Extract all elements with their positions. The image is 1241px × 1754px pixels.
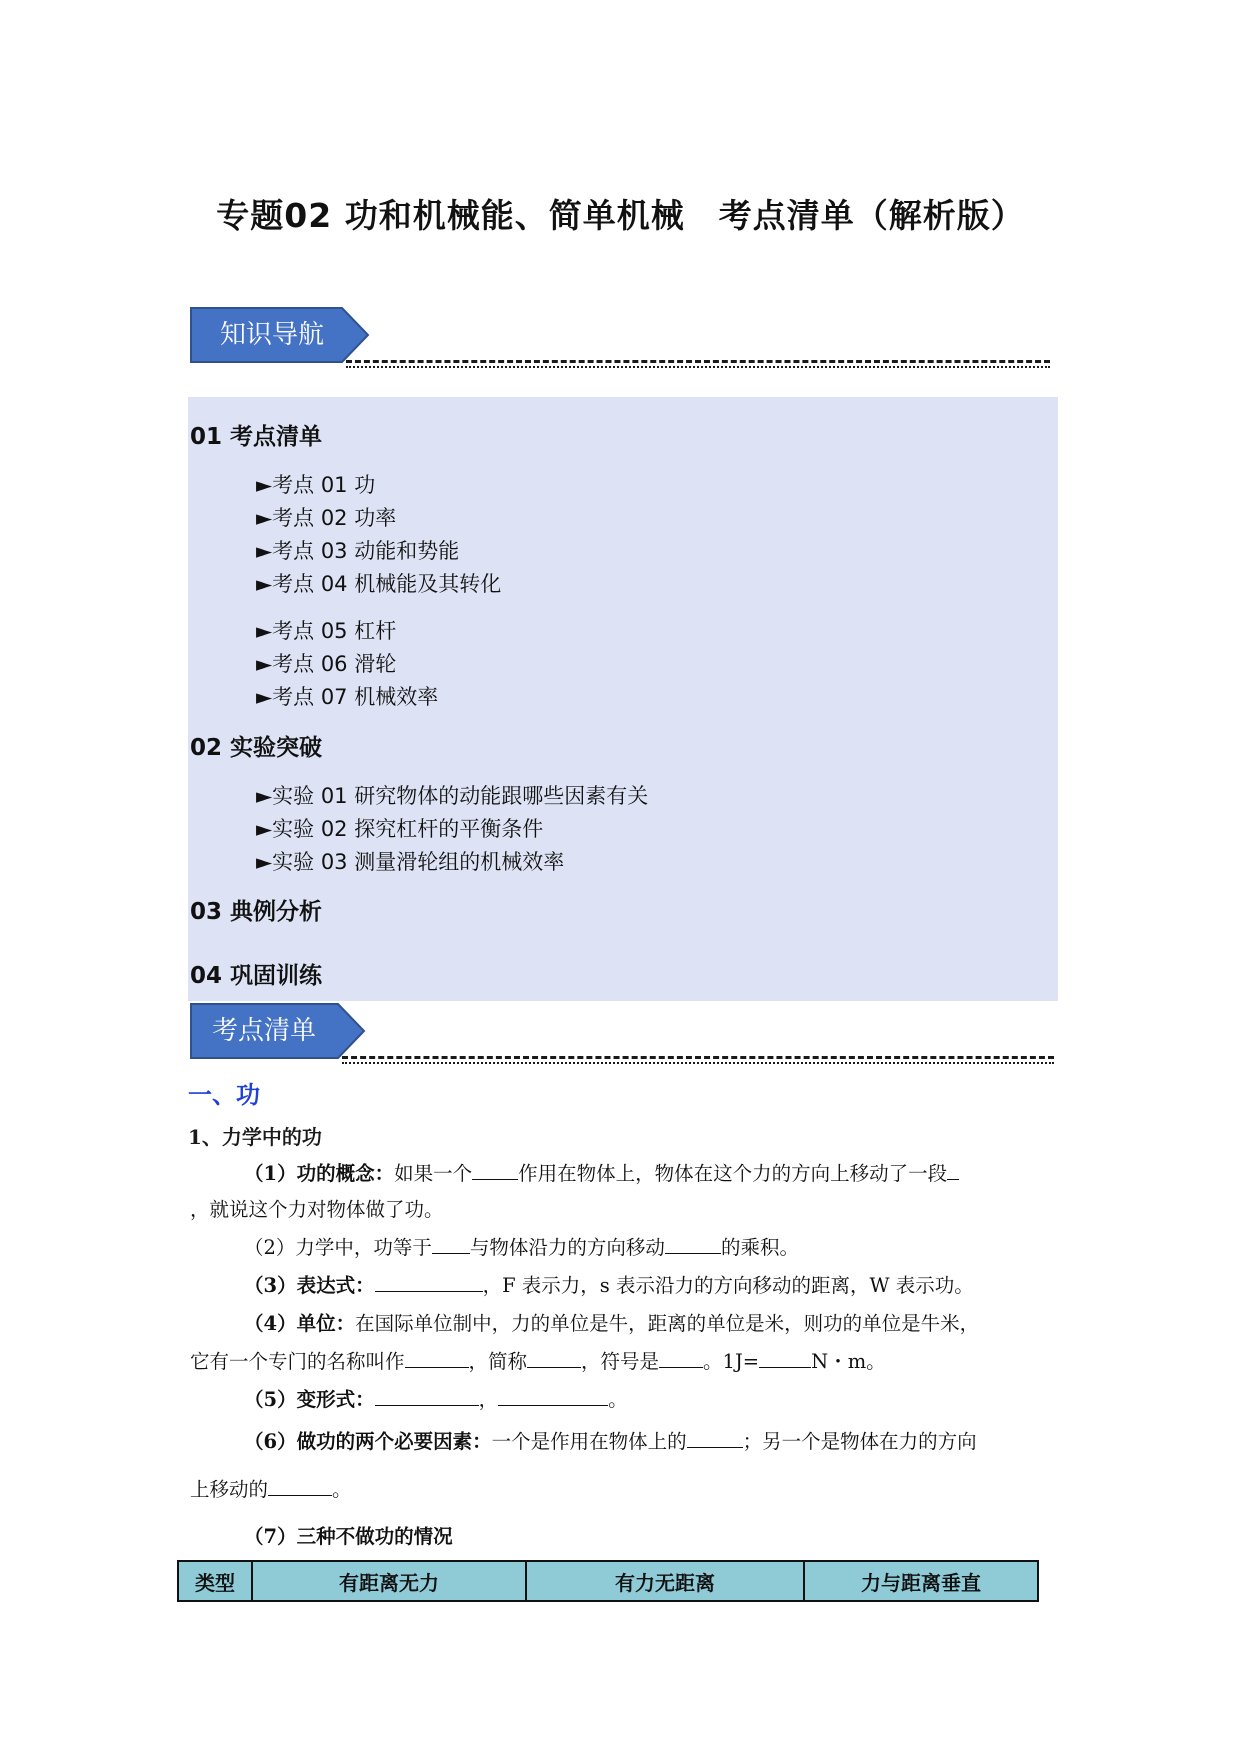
banner-divider xyxy=(346,360,1050,363)
nav-item: ►实验 02 探究杠杆的平衡条件 xyxy=(256,817,544,841)
term-label: （4）单位： xyxy=(244,1312,356,1335)
fill-blank[interactable] xyxy=(375,1290,483,1292)
term-label: （6）做功的两个必要因素： xyxy=(244,1430,492,1453)
nav-section-1: 01 考点清单 xyxy=(190,424,323,450)
nav-item: ►考点 02 功率 xyxy=(256,506,397,530)
fill-blank[interactable] xyxy=(759,1366,811,1368)
nav-item: ►实验 03 测量滑轮组的机械效率 xyxy=(256,850,565,874)
text: ，符号是 xyxy=(581,1350,660,1373)
section-banner-nav xyxy=(190,307,370,363)
fill-blank[interactable] xyxy=(432,1252,470,1254)
nav-item: ►考点 05 杠杆 xyxy=(256,619,397,643)
banner-label: 知识导航 xyxy=(220,320,325,350)
term-label: （1）功的概念： xyxy=(244,1162,395,1185)
text: ；另一个是物体在力的方向 xyxy=(742,1430,977,1453)
text: ， xyxy=(478,1388,499,1411)
nav-item: ►考点 03 动能和势能 xyxy=(256,539,460,563)
table-header-cell: 有力无距离 xyxy=(526,1561,804,1601)
paragraph-7: （7）三种不做功的情况 xyxy=(244,1525,453,1548)
text: 在国际单位制中，力的单位是牛，距离的单位是米，则功的单位是牛米， xyxy=(355,1312,980,1335)
banner-divider-dots xyxy=(342,1062,1054,1064)
section-heading: 一、功 xyxy=(188,1081,260,1109)
text: 。1J= xyxy=(703,1350,760,1373)
paragraph-1-cont: ，就说这个力对物体做了功。 xyxy=(190,1198,444,1221)
fill-blank[interactable] xyxy=(659,1366,703,1368)
nav-item: ►考点 06 滑轮 xyxy=(256,652,397,676)
fill-blank[interactable] xyxy=(405,1366,469,1368)
nav-section-2: 02 实验突破 xyxy=(190,735,323,761)
section-banner-list xyxy=(190,1003,366,1059)
fill-blank[interactable] xyxy=(472,1178,518,1180)
nav-item: ►考点 07 机械效率 xyxy=(256,685,439,709)
banner-label: 考点清单 xyxy=(212,1016,317,1046)
fill-blank[interactable] xyxy=(947,1178,959,1180)
fill-blank[interactable] xyxy=(268,1494,332,1496)
no-work-cases-table xyxy=(177,1560,1039,1602)
term-label: （5）变形式： xyxy=(244,1388,375,1411)
text: 的乘积。 xyxy=(720,1236,799,1259)
text: 它有一个专门的名称叫作 xyxy=(190,1350,405,1373)
text: 如果一个 xyxy=(394,1162,473,1185)
table-header-row xyxy=(178,1561,1038,1601)
nav-item: ►实验 01 研究物体的动能跟哪些因素有关 xyxy=(256,784,649,808)
table-header-cell: 类型 xyxy=(178,1561,252,1601)
fill-blank[interactable] xyxy=(375,1404,479,1406)
nav-item: ►考点 01 功 xyxy=(256,473,376,497)
nav-item: ►考点 04 机械能及其转化 xyxy=(256,572,502,596)
text: N・m。 xyxy=(811,1350,886,1373)
text: ，F 表示力，s 表示沿力的方向移动的距离，W 表示功。 xyxy=(482,1274,974,1297)
text: 作用在物体上，物体在这个力的方向上移动了一段 xyxy=(518,1162,948,1185)
subsection-heading: 1、力学中的功 xyxy=(188,1125,322,1149)
paragraph-3 xyxy=(244,1270,974,1298)
text: ，简称 xyxy=(468,1350,528,1373)
table-header-cell: 力与距离垂直 xyxy=(804,1561,1038,1601)
text: 一个是作用在物体上的 xyxy=(491,1430,687,1453)
text: 。 xyxy=(332,1478,352,1501)
term-label: （3）表达式： xyxy=(244,1274,375,1297)
paragraph-2 xyxy=(244,1232,799,1260)
banner-divider xyxy=(342,1056,1054,1059)
text: 上移动的 xyxy=(190,1478,269,1501)
paragraph-1 xyxy=(244,1158,959,1186)
nav-section-4: 04 巩固训练 xyxy=(190,963,323,989)
paragraph-4-cont xyxy=(190,1346,886,1374)
text: （2）力学中，功等于 xyxy=(244,1236,432,1259)
fill-blank[interactable] xyxy=(687,1446,743,1448)
text: 。 xyxy=(608,1388,628,1411)
banner-divider-dots xyxy=(346,366,1050,368)
paragraph-5 xyxy=(244,1384,628,1412)
paragraph-6-cont xyxy=(190,1474,352,1502)
paragraph-4 xyxy=(244,1308,979,1336)
fill-blank[interactable] xyxy=(498,1404,608,1406)
fill-blank[interactable] xyxy=(665,1252,721,1254)
text: 与物体沿力的方向移动 xyxy=(469,1236,665,1259)
paragraph-6 xyxy=(244,1426,977,1454)
fill-blank[interactable] xyxy=(527,1366,581,1368)
page-title: 专题02 功和机械能、简单机械 考点清单（解析版） xyxy=(216,196,1025,235)
nav-section-3: 03 典例分析 xyxy=(190,899,323,925)
table-header-cell: 有距离无力 xyxy=(252,1561,526,1601)
